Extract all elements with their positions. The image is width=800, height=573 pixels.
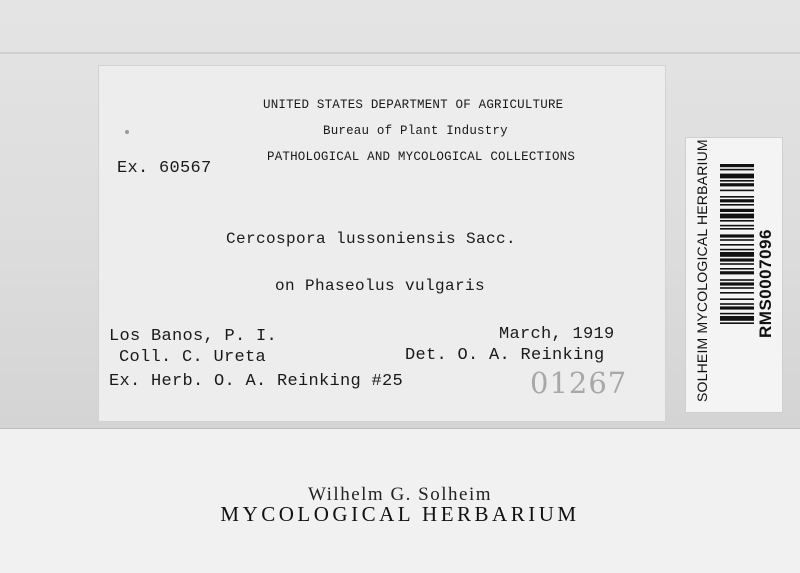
barcode xyxy=(720,164,754,382)
barcode-bar xyxy=(720,244,754,246)
accession-stamp: 01267 xyxy=(530,366,628,400)
barcode-bar xyxy=(720,263,754,265)
barcode-number: RMS0007096 xyxy=(756,229,775,338)
ex-herbarium: Ex. Herb. O. A. Reinking #25 xyxy=(109,372,404,391)
barcode-bar xyxy=(720,169,754,171)
barcode-title: SOLHEIM MYCOLOGICAL HERBARIUM xyxy=(694,139,710,402)
barcode-bar xyxy=(720,279,754,281)
barcode-bar xyxy=(720,306,754,309)
barcode-bar xyxy=(720,164,754,167)
barcode-bar xyxy=(720,180,754,182)
label-header-line-1: UNITED STATES DEPARTMENT OF AGRICULTURE xyxy=(263,98,564,112)
barcode-bar xyxy=(720,287,754,289)
exsiccata-number: Ex. 60567 xyxy=(117,159,212,178)
ink-spot xyxy=(125,130,129,134)
barcode-bar xyxy=(720,322,754,324)
crop-mark xyxy=(762,402,770,410)
host-plant: on Phaseolus vulgaris xyxy=(275,277,486,295)
barcode-bar xyxy=(720,196,754,198)
barcode-bar xyxy=(720,303,754,305)
barcode-bar xyxy=(720,190,754,192)
species-name: Cercospora lussoniensis Sacc. xyxy=(226,230,517,248)
barcode-bar xyxy=(720,271,754,274)
barcode-bar xyxy=(720,313,754,315)
barcode-bar xyxy=(720,183,754,186)
label-header-line-2: Bureau of Plant Industry xyxy=(323,124,508,138)
collection-locality: Los Banos, P. I. xyxy=(109,327,278,346)
barcode-bar xyxy=(720,214,754,219)
barcode-bar xyxy=(720,282,754,285)
barcode-bar xyxy=(720,258,754,261)
label-header-line-3: PATHOLOGICAL AND MYCOLOGICAL COLLECTIONS xyxy=(267,150,576,164)
herbarium-owner: Wilhelm G. Solheim xyxy=(307,484,493,505)
barcode-bar xyxy=(720,239,754,241)
barcode-bar xyxy=(720,204,754,206)
barcode-label xyxy=(686,138,782,412)
barcode-bar xyxy=(720,252,754,257)
collector: Coll. C. Ureta xyxy=(119,348,267,367)
crop-mark xyxy=(772,140,780,148)
barcode-bar xyxy=(720,225,754,227)
barcode-bar xyxy=(720,220,754,222)
barcode-bar xyxy=(720,174,754,179)
barcode-bar xyxy=(720,268,754,270)
barcode-bar xyxy=(720,316,754,321)
barcode-bar xyxy=(720,228,754,230)
determiner: Det. O. A. Reinking xyxy=(405,346,605,365)
barcode-bar xyxy=(720,209,754,212)
barcode-bar xyxy=(720,234,754,237)
barcode-bar xyxy=(720,298,754,300)
herbarium-name: MYCOLOGICAL HERBARIUM xyxy=(220,502,580,526)
barcode-bar xyxy=(720,249,754,251)
barcode-bar xyxy=(720,199,754,202)
collection-date: March, 1919 xyxy=(499,325,615,344)
barcode-bar xyxy=(720,292,754,294)
